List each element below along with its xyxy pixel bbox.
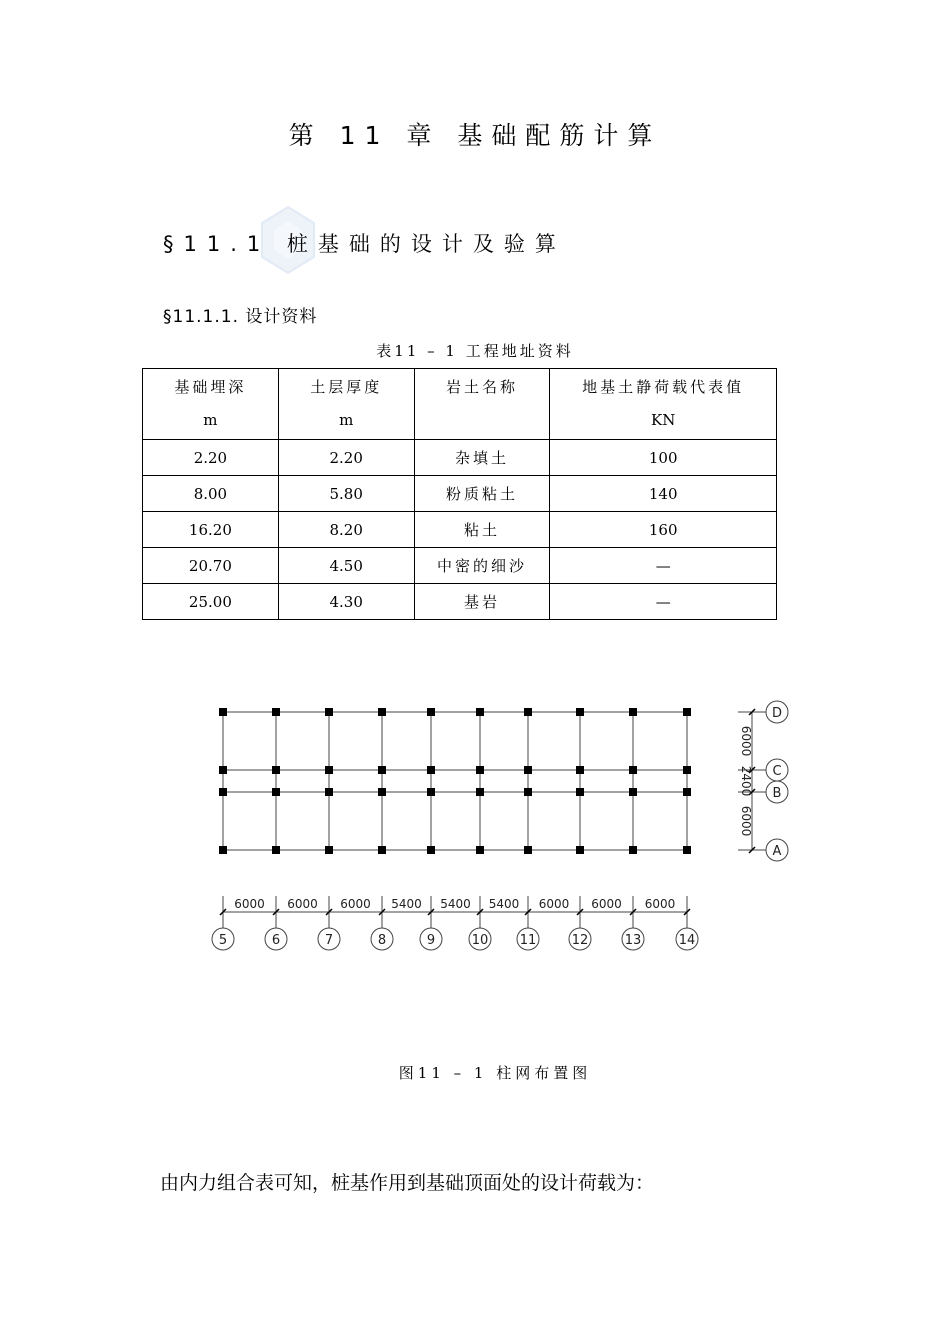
column-marker <box>378 708 386 716</box>
column-marker <box>219 708 227 716</box>
table-cell: 2.20 <box>278 440 414 476</box>
span-label-x: 5400 <box>488 897 520 911</box>
column-marker <box>683 788 691 796</box>
column-marker <box>629 766 637 774</box>
column-marker <box>378 846 386 854</box>
table-caption: 表11 – 1 工程地址资料 <box>376 342 574 360</box>
span-label-x: 6000 <box>287 897 318 911</box>
span-label-x: 6000 <box>234 897 265 911</box>
axis-label-x: 12 <box>571 933 589 948</box>
column-marker <box>272 788 280 796</box>
table-cell: 25.00 <box>143 584 279 620</box>
axis-label-y: D <box>771 706 783 721</box>
table-cell: 4.30 <box>278 584 414 620</box>
table-row <box>143 548 777 584</box>
table-cell: 2.20 <box>143 440 279 476</box>
column-marker <box>476 788 484 796</box>
span-label-x: 5400 <box>391 897 422 911</box>
span-label-y: 6000 <box>739 805 753 837</box>
axis-label-x: 9 <box>426 933 436 948</box>
table-row <box>143 476 777 512</box>
column-grid-figure <box>0 690 950 960</box>
column-marker <box>427 788 435 796</box>
span-label-y: 2400 <box>739 765 753 797</box>
table-cell: 粉质粘土 <box>414 476 550 512</box>
table-cell: 中密的细沙 <box>414 548 550 584</box>
column-marker <box>524 766 532 774</box>
table-row <box>143 440 777 476</box>
column-marker <box>325 788 333 796</box>
axis-label-x: 14 <box>678 933 696 948</box>
column-marker <box>272 708 280 716</box>
axis-label-x: 6 <box>271 933 281 948</box>
header-thickness: 土层厚度 m <box>278 369 414 440</box>
header-soil-name: 岩土名称 <box>414 369 550 440</box>
axis-label-y: C <box>772 764 782 779</box>
table-cell: 140 <box>550 476 777 512</box>
column-marker <box>378 788 386 796</box>
table-cell: 20.70 <box>143 548 279 584</box>
column-marker <box>629 708 637 716</box>
axis-label-x: 11 <box>519 933 537 948</box>
table-cell: 粘土 <box>414 512 550 548</box>
span-label-x: 6000 <box>644 897 676 911</box>
column-marker <box>683 846 691 854</box>
column-marker <box>629 788 637 796</box>
column-marker <box>476 708 484 716</box>
axis-label-x: 8 <box>377 933 387 948</box>
section-title: §11.1 桩基础的设计及验算 <box>163 232 566 256</box>
table-header-row <box>143 369 777 440</box>
column-marker <box>378 766 386 774</box>
table-cell: 5.80 <box>278 476 414 512</box>
span-label-x: 6000 <box>538 897 570 911</box>
column-marker <box>325 708 333 716</box>
header-load-value: 地基土静荷载代表值 KN <box>550 369 777 440</box>
span-label-x: 6000 <box>591 897 622 911</box>
column-marker <box>576 766 584 774</box>
column-marker <box>325 766 333 774</box>
column-marker <box>576 788 584 796</box>
table-cell: 100 <box>550 440 777 476</box>
table-cell: 8.20 <box>278 512 414 548</box>
chapter-title: 第 11 章 基础配筋计算 <box>288 121 662 150</box>
axis-label-x: 7 <box>324 933 334 948</box>
table-cell: 杂填土 <box>414 440 550 476</box>
table-row <box>143 584 777 620</box>
column-marker <box>219 846 227 854</box>
table-cell: 基岩 <box>414 584 550 620</box>
column-marker <box>427 846 435 854</box>
column-marker <box>524 708 532 716</box>
column-marker <box>629 846 637 854</box>
subsection-title: §11.1.1. 设计资料 <box>163 307 318 327</box>
figure-caption: 图11 – 1 柱网布置图 <box>398 1064 592 1082</box>
column-marker <box>476 766 484 774</box>
column-marker <box>524 846 532 854</box>
header-depth: 基础埋深 m <box>143 369 279 440</box>
table-cell: 160 <box>550 512 777 548</box>
table-row <box>143 512 777 548</box>
axis-label-x: 13 <box>624 933 642 948</box>
axis-label-x: 5 <box>218 933 228 948</box>
column-marker <box>576 708 584 716</box>
table-cell: — <box>550 584 777 620</box>
span-label-x: 5400 <box>440 897 471 911</box>
column-marker <box>683 708 691 716</box>
column-marker <box>576 846 584 854</box>
column-marker <box>219 766 227 774</box>
table-cell: — <box>550 548 777 584</box>
column-marker <box>427 708 435 716</box>
geology-table <box>142 368 777 620</box>
table-cell: 16.20 <box>143 512 279 548</box>
axis-label-x: 10 <box>471 933 489 948</box>
axis-label-y: B <box>772 786 782 801</box>
span-label-y: 6000 <box>739 725 753 757</box>
body-paragraph: 由内力组合表可知，桩基作用到基础顶面处的设计荷载为： <box>160 1172 655 1194</box>
column-marker <box>476 846 484 854</box>
column-marker <box>683 766 691 774</box>
table-cell: 8.00 <box>143 476 279 512</box>
column-marker <box>325 846 333 854</box>
column-marker <box>427 766 435 774</box>
axis-label-y: A <box>772 844 782 859</box>
column-marker <box>272 766 280 774</box>
span-label-x: 6000 <box>340 897 371 911</box>
column-marker <box>524 788 532 796</box>
column-marker <box>219 788 227 796</box>
column-marker <box>272 846 280 854</box>
table-cell: 4.50 <box>278 548 414 584</box>
